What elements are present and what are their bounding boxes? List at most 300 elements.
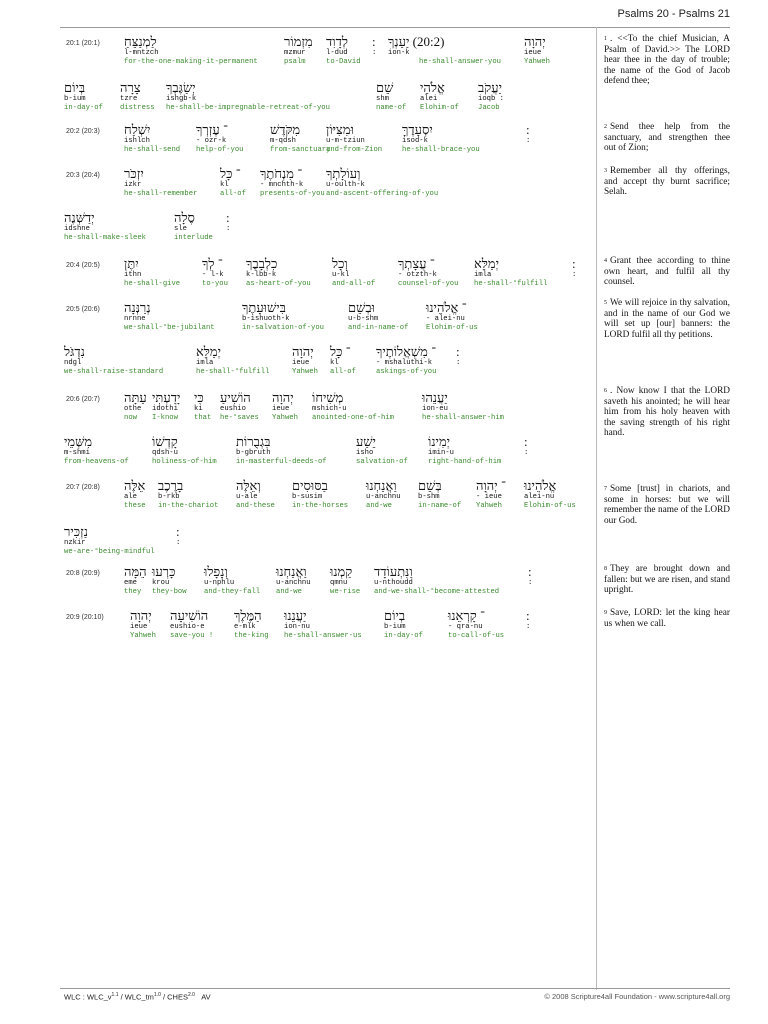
hebrew-word: הוֹשִׁיעָה [170, 608, 209, 623]
hebrew-word: : [456, 344, 460, 359]
hebrew-word: בִּישׁוּעָתֶךָ [242, 300, 286, 315]
hebrew-word: ־ כָּל [220, 166, 241, 181]
interlinear-word [526, 608, 530, 641]
transliteration: othe [124, 405, 142, 413]
kjv-verse-number: 5 [604, 300, 607, 306]
interlinear-word [64, 524, 155, 557]
footer-wlc-v: WLC_v [86, 992, 112, 1002]
gloss: psalm [284, 58, 306, 66]
interlinear-word [428, 434, 501, 467]
gloss: we-rise [330, 588, 361, 596]
interlinear-word [422, 390, 504, 423]
interlinear-word [528, 564, 532, 597]
hebrew-word: יְהוָה [524, 34, 546, 49]
interlinear-word [572, 256, 576, 289]
interlinear-word [124, 256, 180, 289]
transliteration: mshich-u [312, 405, 347, 413]
transliteration: ieue [292, 359, 310, 367]
hebrew-word: צָרָה [120, 80, 141, 95]
transliteration: shm [376, 95, 389, 103]
transliteration: m-qdsh [270, 137, 296, 145]
interlinear-word [64, 344, 163, 377]
transliteration: u-anchnu [366, 493, 401, 501]
transliteration: eushio [220, 405, 246, 413]
transliteration: : [526, 623, 531, 631]
hebrew-word: יַעֲקֹב [478, 80, 502, 95]
hebrew-word: מִזְמוֹר [284, 34, 313, 49]
interlinear-word [526, 122, 530, 155]
gloss: from-heavens-of [64, 458, 129, 466]
interlinear-word [196, 122, 243, 155]
gloss: we-shall-raise-standard [64, 368, 164, 376]
transliteration: b-ium [384, 623, 406, 631]
hebrew-word: : [524, 434, 528, 449]
hebrew-word: יֵשַׁע [356, 434, 376, 449]
gloss: and-ascent-offering-of-you [326, 190, 439, 198]
hebrew-word: כִלְבָבֶךָ [246, 256, 278, 271]
interlinear-word [292, 344, 318, 377]
page-header: Psalms 20 - Psalms 21 [617, 8, 730, 20]
gloss: name-of [376, 104, 407, 112]
gloss [226, 234, 230, 243]
interlinear-word [152, 564, 187, 597]
hebrew-word: וַאֲנַחְנוּ [366, 478, 397, 493]
interlinear-word [284, 34, 313, 67]
gloss: presents-of-you [260, 190, 325, 198]
hebrew-word: קַמְנוּ [330, 564, 353, 579]
interlinear-word [124, 564, 147, 597]
gloss: Jacob [478, 104, 500, 112]
transliteration: nzkir [64, 539, 86, 547]
hebrew-word: יְהוָה [292, 344, 314, 359]
transliteration: u-ale [236, 493, 258, 501]
gloss: he-°saves [220, 414, 259, 422]
hebrew-word: מְשִׁיחוֹ [312, 390, 344, 405]
gloss: we-are-°being-mindful [64, 548, 155, 556]
gloss: holiness-of-him [152, 458, 217, 466]
interlinear-word [194, 390, 211, 423]
transliteration: imla [474, 271, 492, 279]
kjv-verse-text: Remember all thy offerings, and accept thy burnt sacrifice; Selah. [604, 166, 730, 198]
transliteration: : [176, 539, 181, 547]
hebrew-word: מִקֹּדֶשׁ [270, 122, 301, 137]
gloss: he-shall-give [124, 280, 181, 288]
transliteration: : [528, 579, 533, 587]
footer-copyright: © 2008 Scripture4all Foundation - www.scripture4all.org [544, 992, 730, 1001]
interlinear-line [64, 434, 592, 480]
interlinear-word [524, 434, 528, 467]
interlinear-word [64, 80, 103, 113]
interlinear-line [64, 478, 592, 524]
kjv-verse-number: 2 [604, 124, 607, 130]
transliteration: mzmur [284, 49, 306, 57]
interlinear-word [356, 434, 408, 467]
hebrew-word: : [526, 608, 530, 623]
gloss: Yahweh [272, 414, 298, 422]
interlinear-word [284, 608, 362, 641]
interlinear-word [242, 300, 324, 333]
hebrew-word: הוֹשִׁיעַ [220, 390, 251, 405]
gloss [372, 58, 376, 67]
footer-av: AV [201, 992, 211, 1002]
interlinear-word [124, 478, 146, 511]
interlinear-word [326, 122, 382, 155]
interlinear-word [332, 256, 375, 289]
interlinear-line [64, 608, 592, 654]
hebrew-word: : [572, 256, 576, 271]
gloss [524, 458, 528, 467]
gloss: he-shall-remember [124, 190, 198, 198]
interlinear-word [64, 434, 129, 467]
gloss: interlude [174, 234, 213, 242]
hebrew-word: ־ אֱלֹהֵינוּ [426, 300, 467, 315]
gloss [526, 146, 530, 155]
gloss: all-of [220, 190, 246, 198]
hebrew-word: יְמַלֵּא [196, 344, 221, 359]
hebrew-word: יְמִינוֹ [428, 434, 451, 449]
transliteration: idshne [64, 225, 90, 233]
footer-wlc-tm: WLC_tm [124, 992, 154, 1002]
gloss: right-hand-of-him [428, 458, 502, 466]
hebrew-word: כָּרְעוּ [152, 564, 176, 579]
transliteration: u-nthoudd [374, 579, 413, 587]
gloss: he-shall-send [124, 146, 181, 154]
hebrew-word: וַנִּתְעוֹדָד [374, 564, 413, 579]
transliteration: l-dud [326, 49, 348, 57]
transliteration: : [456, 359, 461, 367]
interlinear-word [384, 608, 423, 641]
gloss: he-shall-make-sleek [64, 234, 146, 242]
hebrew-word: וְנָפָלוּ [204, 564, 228, 579]
transliteration: alei-nu [524, 493, 555, 501]
transliteration: qdsh-u [152, 449, 178, 457]
kjv-verse [604, 484, 730, 526]
gloss: as-heart-of-you [246, 280, 311, 288]
transliteration: u-m-tziun [326, 137, 365, 145]
hebrew-word: יְמַלֵּא [474, 256, 499, 271]
hebrew-word: קָדְשׁוֹ [152, 434, 178, 449]
interlinear-word [176, 524, 180, 557]
transliteration: - mnchth-k [260, 181, 304, 189]
interlinear-word [124, 300, 215, 333]
hebrew-word: ־ קָרְאֵנוּ [448, 608, 485, 623]
hebrew-word: יַעֲנֵהוּ [422, 390, 448, 405]
hebrew-word: בְּיוֹם [64, 80, 86, 95]
interlinear-word [418, 478, 461, 511]
kjv-verse [604, 608, 730, 629]
footer-ches: CHES [167, 992, 188, 1002]
kjv-verse-text: They are brought down and fallen: but we are risen, and stand upright. [604, 564, 730, 596]
interlinear-word [124, 34, 258, 67]
transliteration: ale [124, 493, 137, 501]
kjv-verse-number: 4 [604, 258, 607, 264]
gloss [572, 280, 576, 289]
hebrew-word: לַמְנַצֵּחַ [124, 34, 157, 49]
interlinear-word [419, 34, 501, 67]
gloss: we-shall-°be-jubilant [124, 324, 215, 332]
interlinear-word [220, 390, 259, 423]
transliteration: isho [356, 449, 374, 457]
interlinear-line [64, 256, 592, 302]
gloss: and-these [236, 502, 275, 510]
gloss: in-name-of [418, 502, 462, 510]
gloss: in-day-of [384, 632, 423, 640]
transliteration: b-gbruth [236, 449, 271, 457]
kjv-verse [604, 122, 730, 154]
hebrew-word: וּמִצִּיּוֹן [326, 122, 354, 137]
interlinear-word [120, 80, 155, 113]
hebrew-word: הַמֶּלֶךְ [234, 608, 262, 623]
interlinear-word [372, 34, 376, 67]
interlinear-word [124, 122, 180, 155]
gloss: I-know [152, 414, 178, 422]
gloss: in-masterful-deeds-of [236, 458, 327, 466]
gloss: and-they-fall [204, 588, 261, 596]
hebrew-word: בָרֶכֶב [158, 478, 184, 493]
hebrew-word: יְהוָה [130, 608, 152, 623]
gloss: for-the-one-making-it-permanent [124, 58, 258, 66]
gloss: he-shall-answer-you [419, 58, 501, 66]
hebrew-word: כִּי [194, 390, 204, 405]
interlinear-word [130, 608, 156, 641]
interlinear-line [64, 344, 592, 390]
interlinear-line [64, 166, 592, 212]
hebrew-word: אֵלֶּה [124, 478, 146, 493]
hebrew-word: : [528, 564, 532, 579]
gloss: from-sanctuary [270, 146, 331, 154]
transliteration: idothi [152, 405, 178, 413]
gloss [176, 548, 180, 557]
hebrew-word: נִדְגֹּל [64, 344, 85, 359]
gloss [456, 368, 460, 377]
kjv-verse [604, 256, 730, 288]
hebrew-word: יִזְכֹּר [124, 166, 144, 181]
verse-reference: 20:5 (20:6) [66, 306, 100, 313]
transliteration: e-mlk [234, 623, 256, 631]
interlinear-word [376, 80, 406, 113]
gloss: counsel-of-you [398, 280, 459, 288]
interlinear-word [64, 210, 146, 243]
hebrew-word: בְיוֹם [384, 608, 406, 623]
gloss: help-of-you [196, 146, 244, 154]
hebrew-word: ־ עֶזְרְךָ [196, 122, 228, 137]
transliteration: ishlch [124, 137, 150, 145]
footer-wlc: WLC [64, 992, 81, 1002]
transliteration: - otzth-k [398, 271, 437, 279]
transliteration: imla [196, 359, 214, 367]
gloss: and-we [276, 588, 302, 596]
transliteration: - ozr-k [196, 137, 227, 145]
header-rule [60, 27, 730, 28]
transliteration: : [526, 137, 531, 145]
gloss: these [124, 502, 146, 510]
gloss: in-the-horses [292, 502, 349, 510]
gloss: in-the-chariot [158, 502, 219, 510]
hebrew-word: יְדַשְּׁנֶה [64, 210, 95, 225]
interlinear-word [220, 166, 246, 199]
gloss: all-of [330, 368, 356, 376]
transliteration: u-nphlu [204, 579, 235, 587]
transliteration: kl [330, 359, 339, 367]
gloss: Elohim-of-us [524, 502, 576, 510]
hebrew-word: ־ יְהוָה [476, 478, 506, 493]
hebrew-word: עַתָּה [124, 390, 147, 405]
interlinear-word [152, 434, 217, 467]
interlinear-word [260, 166, 325, 199]
kjv-verse-number: 8 [604, 566, 607, 572]
gloss: Yahweh [130, 632, 156, 640]
hebrew-word: וְכָל [332, 256, 348, 271]
transliteration: - qra-nu [448, 623, 483, 631]
interlinear-word [524, 34, 550, 67]
gloss: and-from-Zion [326, 146, 383, 154]
hebrew-word: בְּשֵׁם [418, 478, 442, 493]
hebrew-word: נַזְכִּיר [64, 524, 89, 539]
interlinear-word [374, 564, 499, 597]
interlinear-word [158, 478, 218, 511]
interlinear-word [420, 80, 459, 113]
gloss: he-shall-be-impregnable-retreat-of-you [166, 104, 330, 112]
transliteration: - l-k [202, 271, 224, 279]
hebrew-word: ־ מִשְׁאֲלוֹתֶיךָ [376, 344, 437, 359]
hebrew-word: יִסְעָדֶךָּ [402, 122, 433, 137]
interlinear-word [476, 478, 506, 511]
transliteration: isod-k [402, 137, 428, 145]
transliteration: b-ium [64, 95, 86, 103]
interlinear-line [64, 390, 592, 436]
hebrew-word: יִשְׁלַח [124, 122, 151, 137]
interlinear-word [152, 390, 180, 423]
gloss [528, 588, 532, 597]
transliteration: ion-eu [422, 405, 448, 413]
interlinear-word [234, 608, 269, 641]
interlinear-word [312, 390, 394, 423]
transliteration: ki [194, 405, 203, 413]
footer-rule [60, 988, 730, 989]
hebrew-word: אֱלֹהֵי [420, 80, 445, 95]
hebrew-word: אֱלֹהֵינוּ [524, 478, 557, 493]
hebrew-word: : [176, 524, 180, 539]
transliteration: l-mntzch [124, 49, 159, 57]
kjv-verse-number: 7 [604, 486, 607, 492]
transliteration: ieue [130, 623, 148, 631]
gloss: Elohim-of-us [426, 324, 478, 332]
verse-reference: 20:9 (20:10) [66, 614, 104, 621]
transliteration: sle [174, 225, 187, 233]
gloss: distress [120, 104, 155, 112]
transliteration: k-lbb-k [246, 271, 277, 279]
gloss: in-salvation-of-you [242, 324, 324, 332]
gloss: salvation-of [356, 458, 408, 466]
gloss: and-we [366, 502, 392, 510]
gloss: and-all-of [332, 280, 376, 288]
gloss: in-day-of [64, 104, 103, 112]
kjv-verse-text: Send thee help from the sanctuary, and strengthen thee out of Zion; [604, 122, 730, 154]
interlinear-word [196, 344, 269, 377]
gloss: Yahweh [476, 502, 502, 510]
transliteration: imin-u [428, 449, 454, 457]
hebrew-word: וּבְשֵׁם [348, 300, 375, 315]
hebrew-word: יִתֶּן [124, 256, 139, 271]
kjv-verse-text: Some [trust] in chariots, and some in horses: but we will remember the name of the LORD our God. [604, 484, 730, 526]
interlinear-word [292, 478, 348, 511]
transliteration: b-rkb [158, 493, 180, 501]
transliteration: u-oulth-k [326, 181, 365, 189]
gloss: save-you ! [170, 632, 214, 640]
hebrew-word: נְרַנְּנָה [124, 300, 151, 315]
hebrew-word: יְשַׂגֶּבְךָ [166, 80, 196, 95]
interlinear-word [204, 564, 260, 597]
interlinear-word [226, 210, 230, 243]
transliteration: ithn [124, 271, 142, 279]
gloss: askings-of-you [376, 368, 437, 376]
transliteration: ion-k [388, 49, 410, 57]
hebrew-word: ־ עֲצָתְךָ [398, 256, 435, 271]
gloss: Yahweh [292, 368, 318, 376]
verse-reference: 20:3 (20:4) [66, 172, 100, 179]
gloss: to-call-of-us [448, 632, 505, 640]
transliteration [419, 49, 501, 58]
hebrew-word: ־ לְךָ [202, 256, 223, 271]
gloss: Elohim-of [420, 104, 459, 112]
transliteration: : [372, 49, 377, 57]
kjv-verse-number: 9 [604, 610, 607, 616]
kjv-verse [604, 386, 730, 439]
transliteration: izkr [124, 181, 142, 189]
interlinear-word [246, 256, 311, 289]
interlinear-word [272, 390, 298, 423]
transliteration: b-shm [418, 493, 440, 501]
gloss: to-you [202, 280, 228, 288]
transliteration: nrnne [124, 315, 146, 323]
interlinear-line [64, 210, 592, 256]
transliteration: b-ishuoth-k [242, 315, 290, 323]
hebrew-word [419, 34, 501, 49]
interlinear-line [64, 564, 592, 610]
interlinear-line [64, 122, 592, 168]
transliteration: m-shmi [64, 449, 90, 457]
interlinear-word [348, 300, 408, 333]
gloss: they [124, 588, 142, 596]
verse-reference: 20:2 (20:3) [66, 128, 100, 135]
kjv-verse [604, 34, 730, 87]
verse-reference: 20:4 (20:5) [66, 262, 100, 269]
interlinear-word [124, 166, 197, 199]
kjv-verse [604, 298, 730, 340]
hebrew-word: וַאֲנַחְנוּ [276, 564, 307, 579]
hebrew-word: בַסּוּסִים [292, 478, 328, 493]
hebrew-word: מִשְּׁמֵי [64, 434, 93, 449]
transliteration: kl [220, 181, 229, 189]
transliteration: : [226, 225, 231, 233]
kjv-verse-number: 6 [604, 388, 607, 394]
kjv-verse-text: Save, LORD: let the king hear us when we call. [604, 608, 730, 629]
kjv-verse-number: 1 [604, 36, 607, 42]
transliteration: - mshaluthi-k [376, 359, 433, 367]
transliteration: ioqb : [478, 95, 504, 103]
transliteration: b-susim [292, 493, 323, 501]
interlinear-word [270, 122, 330, 155]
hebrew-word: יָדַעְתִּי [152, 390, 181, 405]
transliteration: tzre [120, 95, 138, 103]
gloss: he-shall-answer-him [422, 414, 504, 422]
transliteration: : [572, 271, 577, 279]
kjv-verse [604, 166, 730, 198]
gloss: and-in-name-of [348, 324, 409, 332]
interlinear-line [64, 300, 592, 346]
interlinear-word [474, 256, 547, 289]
transliteration: u-anchnu [276, 579, 311, 587]
